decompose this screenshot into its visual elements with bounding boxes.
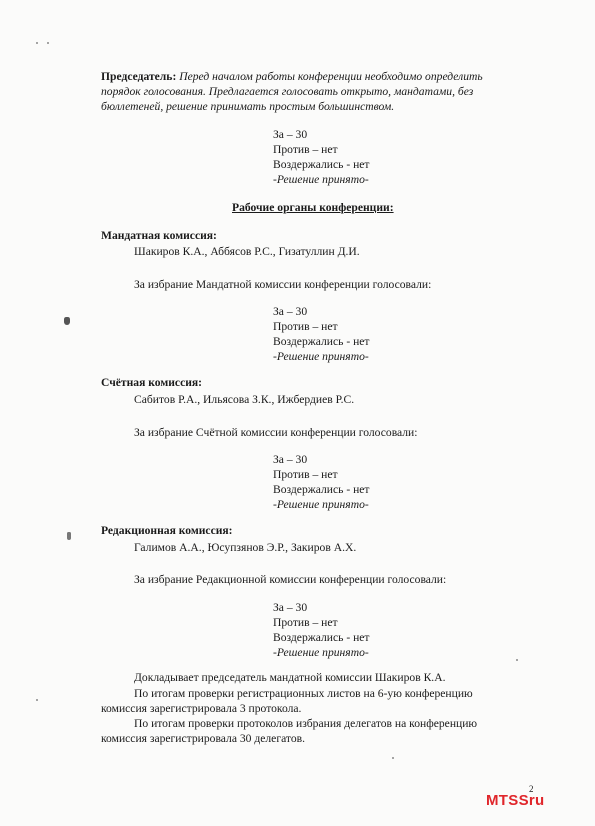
vote-abstain: Воздержались - нет [273,483,370,496]
vote-abstain: Воздержались - нет [273,335,370,348]
vote-for: За – 30 [273,305,308,318]
chairman-paragraph [101,69,535,114]
scan-speck [516,659,518,661]
chairman-text-line3: бюллетеней, решение принимать простым большинством. [101,100,395,113]
watermark-logo: MTSSru [486,792,545,809]
mandate-commission-title: Мандатная комиссия: [101,229,217,242]
vote-block-counting [273,452,370,512]
vote-against: Против – нет [273,143,338,156]
scan-speck [47,42,49,44]
counting-commission-title: Счётная комиссия: [101,376,203,389]
report-intro: Докладывает председатель мандатной комиссии Шакиров К.А. [134,671,446,684]
scan-speck [36,699,38,701]
scan-speck [392,757,394,759]
vote-decision: -Решение принято- [273,173,369,186]
page-number: 2 [529,784,534,794]
report-paragraph-delegates [101,716,535,746]
chairman-label: Председатель: [101,70,177,83]
report-registration-line1: По итогам проверки регистрационных листов на 6-ую конференцию [134,687,473,700]
editorial-commission-election: За избрание Редакционной комиссии конференции голосовали: [134,573,447,586]
editorial-commission-members: Галимов А.А., Юсупзянов Э.Р., Закиров А.Х. [134,541,357,554]
vote-abstain: Воздержались - нет [273,631,370,644]
vote-block-procedure [273,127,370,187]
chairman-text-line2: порядок голосования. Предлагается голосовать открыто, мандатами, без [101,85,474,98]
report-paragraph-registration [101,686,535,716]
counting-commission-members: Сабитов Р.А., Ильясова З.К., Ижбердиев Р.С. [134,393,355,406]
vote-decision: -Решение принято- [273,646,369,659]
punch-hole-mark [67,532,71,540]
vote-decision: -Решение принято- [273,350,369,363]
counting-commission-election: За избрание Счётной комиссии конференции голосовали: [134,426,418,439]
vote-for: За – 30 [273,128,308,141]
report-registration-line2: комиссия зарегистрировала 3 протокола. [101,702,302,715]
mandate-commission-election: За избрание Мандатной комиссии конференции голосовали: [134,278,432,291]
chairman-text-line1: Перед началом работы конференции необходимо определить [179,70,483,83]
vote-for: За – 30 [273,601,308,614]
punch-hole-mark [64,317,70,325]
vote-against: Против – нет [273,468,338,481]
working-bodies-heading: Рабочие органы конференции: [232,201,394,214]
report-delegates-line2: комиссия зарегистрировала 30 делегатов. [101,732,306,745]
vote-block-mandate [273,304,370,364]
report-delegates-line1: По итогам проверки протоколов избрания делегатов на конференцию [134,717,478,730]
vote-abstain: Воздержались - нет [273,158,370,171]
scan-speck [36,42,38,44]
vote-for: За – 30 [273,453,308,466]
vote-against: Против – нет [273,616,338,629]
vote-against: Против – нет [273,320,338,333]
vote-block-editorial [273,600,370,660]
editorial-commission-title: Редакционная комиссия: [101,524,233,537]
vote-decision: -Решение принято- [273,498,369,511]
mandate-commission-members: Шакиров К.А., Аббясов Р.С., Гизатуллин Д.И. [134,245,360,258]
